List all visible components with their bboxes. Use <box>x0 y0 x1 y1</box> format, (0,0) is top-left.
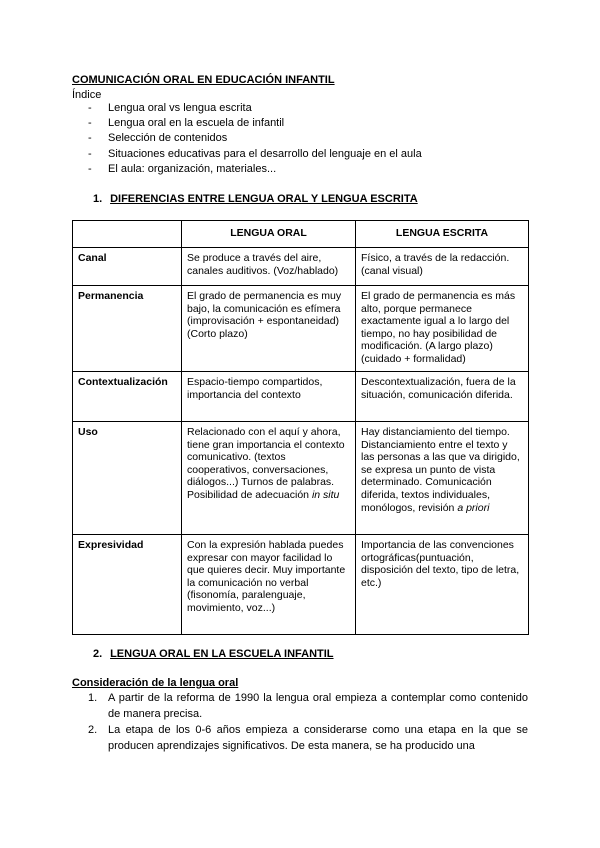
table-row <box>73 372 529 422</box>
subheading: Consideración de la lengua oral <box>72 677 239 689</box>
index-item: - El aula: organización, materiales... <box>88 162 277 175</box>
cell-oral: El grado de permanencia es muy bajo, la comunicación es efímera (improvisación + espontaneidad) (Corto plazo) <box>182 286 356 372</box>
numbered-paragraphs <box>88 691 528 755</box>
row-label: Canal <box>73 248 182 286</box>
table-header-row <box>73 221 529 248</box>
cell-escrita: Importancia de las convenciones ortográficas(puntuación, disposición del texto, tipo de letra, etc.) <box>356 535 529 635</box>
cell-escrita: Hay distanciamiento del tiempo. Distanciamiento entre el texto y las personas a las que va dirigido, se expresa un punto de vista determinado. Comunicación diferida, textos individuales, monólogos, revisión a priori <box>356 422 529 535</box>
table-row <box>73 535 529 635</box>
cell-escrita: Descontextualización, fuera de la situación, comunicación diferida. <box>356 372 529 422</box>
list-item: 1. A partir de la reforma de 1990 la lengua oral empieza a contemplar como contenido de manera precisa. <box>88 692 528 720</box>
index-label: Índice <box>72 89 102 101</box>
document-title: COMUNICACIÓN ORAL EN EDUCACIÓN INFANTIL <box>72 74 335 86</box>
table-header-escrita: LENGUA ESCRITA <box>356 221 529 248</box>
cell-oral: Con la expresión hablada puedes expresar con mayor facilidad lo que quieres decir. Muy importante la comunicación no verbal (fisonomía, paralenguaje, movimiento, voz...) <box>182 535 356 635</box>
section-title: DIFERENCIAS ENTRE LENGUA ORAL Y LENGUA ESCRITA <box>110 193 418 205</box>
table-row <box>73 248 529 286</box>
cell-oral: Relacionado con el aquí y ahora, tiene gran importancia el contexto comunicativo. (textos cooperativos, conversaciones, diálogos...) Turnos de palabras. Posibilidad de adecuación in situ <box>182 422 356 535</box>
row-label: Expresividad <box>73 535 182 635</box>
index-item: - Selección de contenidos <box>88 132 228 145</box>
table-row <box>73 422 529 535</box>
index-item: - Situaciones educativas para el desarrollo del lenguaje en el aula <box>88 147 422 160</box>
section-title: LENGUA ORAL EN LA ESCUELA INFANTIL <box>110 648 334 660</box>
cell-escrita: Físico, a través de la redacción. (canal visual) <box>356 248 529 286</box>
table-row <box>73 286 529 372</box>
list-item: 2. La etapa de los 0-6 años empieza a considerarse como una etapa en la que se producen aprendizajes significativos. De esta manera, se ha producido una <box>88 724 528 752</box>
section-number: 2. <box>93 648 103 660</box>
index-item: - Lengua oral en la escuela de infantil <box>88 117 285 130</box>
row-label: Permanencia <box>73 286 182 372</box>
row-label: Contextualización <box>73 372 182 422</box>
table-header-oral: LENGUA ORAL <box>182 221 356 248</box>
table-header-empty <box>73 221 182 248</box>
section-2-heading <box>93 648 334 660</box>
index-item: - Lengua oral vs lengua escrita <box>88 102 252 114</box>
section-1-heading <box>93 193 418 205</box>
cell-oral: Espacio-tiempo compartidos, importancia del contexto <box>182 372 356 422</box>
index-list <box>88 101 422 177</box>
cell-oral: Se produce a través del aire, canales auditivos. (Voz/hablado) <box>182 248 356 286</box>
cell-escrita: El grado de permanencia es más alto, porque permanece exactamente igual a lo largo del tiempo, no hay posibilidad de modificación. (A largo plazo) (cuidado + formalidad) <box>356 286 529 372</box>
section-number: 1. <box>93 193 103 205</box>
row-label: Uso <box>73 422 182 535</box>
comparison-table <box>72 220 529 635</box>
